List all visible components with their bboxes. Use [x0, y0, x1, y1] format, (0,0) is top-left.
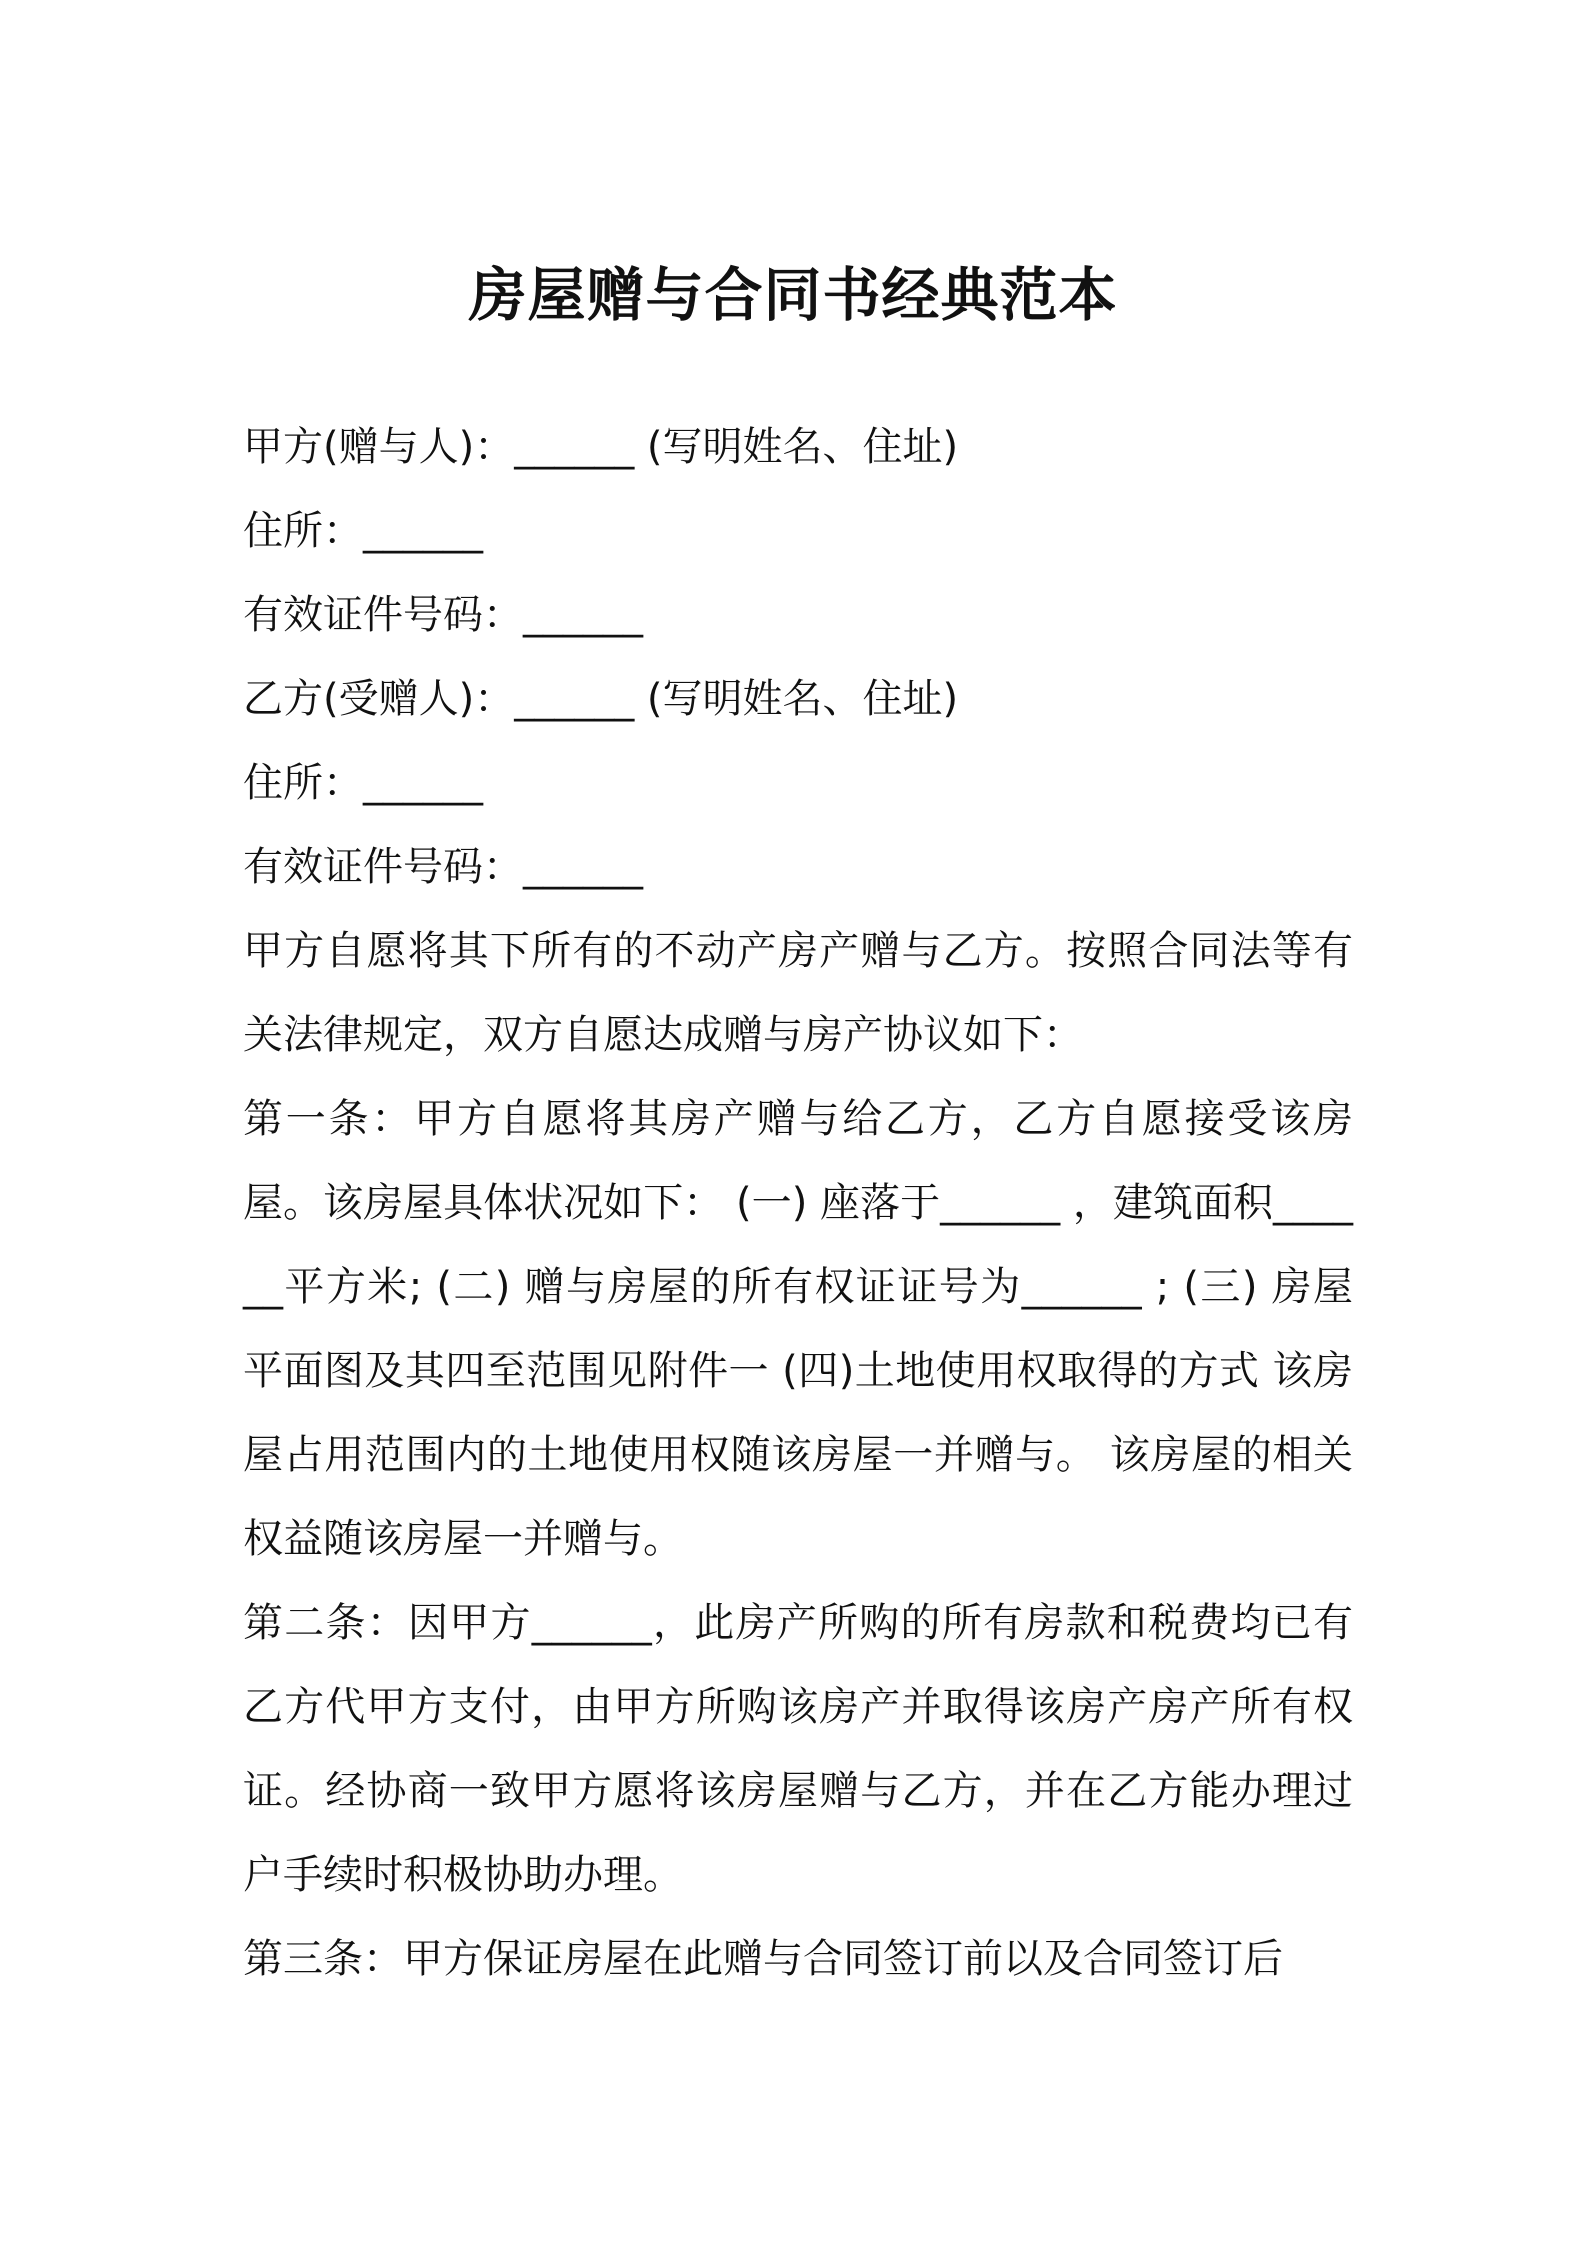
article-1-paragraph: 第一条：甲方自愿将其房产赠与给乙方，乙方自愿接受该房屋。该房屋具体状况如下： (一) 座落于______ ，建筑面积______平方米; (二) 赠与房屋的所有权证证号为______ ; (三) 房屋平面图及其四至范围见附件一 (四)土地使用权取得的方式 该房屋占用范围内的土地使用权随该房屋一并赠与。 该房屋的相关权益随该房屋一并赠与。 — [243, 1096, 1353, 1562]
party-b-name-line: 乙方(受赠人)：______ (写明姓名、住址) — [243, 676, 959, 722]
party-b-id-line: 有效证件号码：______ — [243, 844, 643, 890]
article-2-paragraph: 第二条：因甲方______，此房产所购的所有房款和税费均已有乙方代甲方支付，由甲方所购该房产并取得该房产房产所有权证。经协商一致甲方愿将该房屋赠与乙方，并在乙方能办理过户手续时积极协助办理。 — [243, 1600, 1353, 1898]
party-a-id-line: 有效证件号码：______ — [243, 592, 643, 638]
document-body — [243, 405, 1353, 2001]
party-a-address-line: 住所：______ — [243, 508, 483, 554]
intro-paragraph: 甲方自愿将其下所有的不动产房产赠与乙方。按照合同法等有关法律规定，双方自愿达成赠与房产协议如下： — [243, 928, 1353, 1058]
document-title: 房屋赠与合同书经典范本 — [468, 261, 1118, 329]
party-a-name-line: 甲方(赠与人)：______ (写明姓名、住址) — [243, 424, 959, 470]
party-b-address-line: 住所：______ — [243, 760, 483, 806]
article-3-paragraph: 第三条：甲方保证房屋在此赠与合同签订前以及合同签订后 — [243, 1936, 1283, 1982]
